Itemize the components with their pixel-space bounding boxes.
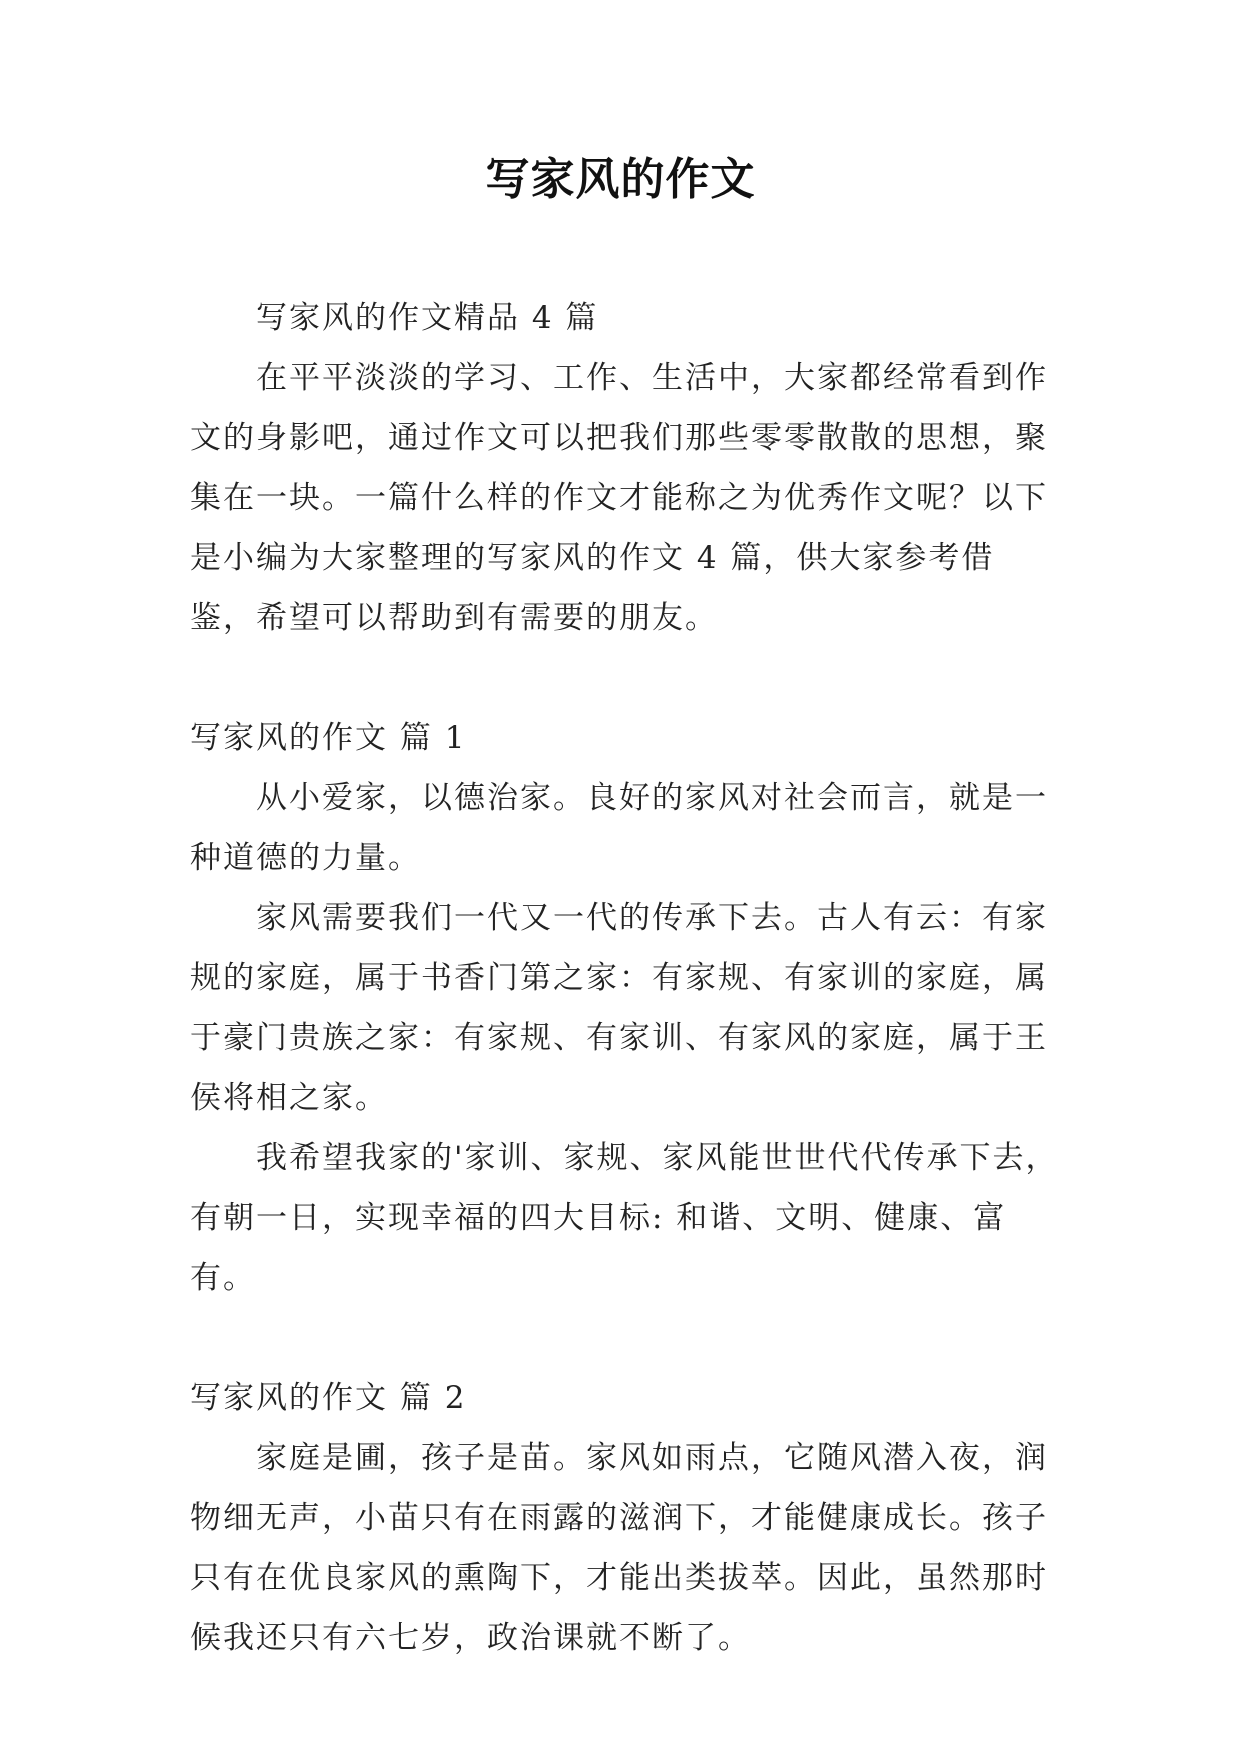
- intro-paragraph: 在平平淡淡的学习、工作、生活中，大家都经常看到作文的身影吧，通过作文可以把我们那些零零散散的思想，聚集在一块。一篇什么样的作文才能称之为优秀作文呢？以下是小编为大家整理的写家风的作文 4 篇，供大家参考借鉴，希望可以帮助到有需要的朋友。: [190, 360, 1048, 636]
- document-title: 写家风的作文: [485, 154, 756, 205]
- document-body: [190, 288, 1060, 1668]
- section-spacer: [190, 648, 1060, 708]
- section-heading-1: 写家风的作文 篇 1: [190, 720, 467, 756]
- section-heading-2: 写家风的作文 篇 2: [190, 1380, 467, 1416]
- section-1-paragraph-1: 从小爱家，以德治家。良好的家风对社会而言，就是一种道德的力量。: [190, 780, 1048, 876]
- document-subtitle: 写家风的作文精品 4 篇: [256, 300, 599, 336]
- section-1-paragraph-3: 我希望我家的'家训、家规、家风能世世代代传承下去，有朝一日，实现幸福的四大目标: 和谐、文明、健康、富有。: [190, 1140, 1059, 1296]
- section-spacer: [190, 1308, 1060, 1368]
- section-1-paragraph-2: 家风需要我们一代又一代的传承下去。古人有云：有家规的家庭，属于书香门第之家：有家规、有家训的家庭，属于豪门贵族之家：有家规、有家训、有家风的家庭，属于王侯将相之家。: [190, 900, 1048, 1116]
- section-2-paragraph-1: 家庭是圃，孩子是苗。家风如雨点，它随风潜入夜，润物细无声，小苗只有在雨露的滋润下，才能健康成长。孩子只有在优良家风的熏陶下，才能出类拔萃。因此，虽然那时候我还只有六七岁，政治课就不断了。: [190, 1440, 1048, 1656]
